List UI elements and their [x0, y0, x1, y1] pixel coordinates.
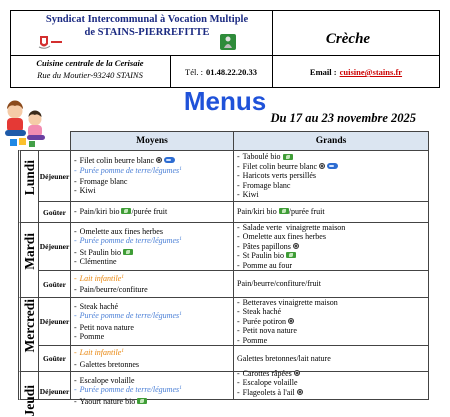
grands-dishes-cell	[233, 150, 429, 202]
meal-label: Goûter	[43, 354, 66, 363]
dish-name: Pain/beurre/confiture/fruit	[237, 279, 321, 289]
dish-item	[74, 207, 233, 216]
dish-name: St Paulin bio	[242, 251, 285, 261]
dish-item	[74, 311, 233, 322]
grands-dishes-cell	[233, 371, 429, 400]
bullet-dash: -	[237, 222, 240, 232]
dish-item	[237, 152, 428, 161]
bullet-dash: -	[237, 161, 240, 171]
dish-item	[74, 385, 233, 396]
moyens-dishes-cell	[70, 222, 234, 271]
dish-item	[74, 360, 233, 369]
dish-list	[237, 298, 428, 345]
day-cell	[18, 150, 39, 223]
footnote-marker: 1	[121, 273, 124, 280]
dish-name: Filet colin beurre blanc	[242, 161, 318, 171]
dish-name: Pomme au four	[242, 260, 292, 270]
dish-list	[237, 279, 428, 288]
bullet-dash: -	[237, 152, 240, 162]
round-label-icon	[288, 318, 294, 324]
dish-name: Steak haché	[242, 307, 282, 317]
dish-name: St Paulin bio	[79, 247, 122, 257]
round-label-icon	[297, 389, 303, 395]
dish-name-continued: /purée fruit	[131, 207, 168, 217]
dish-item	[74, 156, 233, 165]
page-title: Menus	[183, 86, 267, 116]
dish-item	[74, 332, 233, 341]
dish-name: Filet colin beurre blanc	[79, 156, 155, 166]
bio-label-icon	[137, 398, 147, 404]
meal-label: Goûter	[43, 207, 66, 217]
bio-label-icon	[283, 154, 293, 160]
bio-label-icon	[123, 249, 133, 255]
dish-name: Fromage blanc	[79, 177, 128, 186]
footnote-marker: 1	[179, 165, 182, 172]
meal-cell	[38, 201, 71, 223]
bullet-dash: -	[237, 190, 240, 200]
audience-title: Crèche	[325, 31, 371, 47]
dish-item	[74, 236, 233, 247]
day-cell	[18, 222, 39, 298]
dish-item	[237, 207, 428, 216]
bullet-dash: -	[74, 226, 77, 236]
bullet-dash: -	[74, 177, 77, 186]
dish-name: Lait infantile	[79, 348, 122, 358]
email-link[interactable]: cuisine@stains.fr	[339, 67, 403, 77]
dish-item	[237, 261, 428, 270]
dish-item	[74, 248, 233, 257]
bullet-dash: -	[237, 232, 240, 242]
dish-item	[237, 223, 428, 232]
dish-name: Pâtes papillons	[242, 241, 291, 251]
msc-fish-icon	[164, 157, 175, 163]
dish-list	[74, 348, 233, 369]
dish-item	[237, 326, 428, 335]
day-cell	[18, 297, 39, 372]
moyens-dishes-cell	[70, 201, 234, 223]
dish-item	[237, 251, 428, 260]
dish-name: Purée pomme de terre/légumes	[79, 311, 180, 321]
dish-item	[74, 397, 233, 406]
dish-item	[237, 336, 428, 345]
meal-cell	[38, 345, 71, 372]
dish-item	[74, 348, 233, 359]
round-label-icon	[156, 157, 162, 163]
dish-name: Taboulé bio	[242, 152, 281, 162]
dish-item	[237, 369, 428, 378]
bullet-dash: -	[74, 301, 77, 311]
dish-item	[74, 166, 233, 177]
dish-name: Pain/kiri bio	[79, 207, 120, 217]
dish-item	[237, 388, 428, 397]
bullet-dash: -	[237, 241, 240, 251]
meal-cell	[38, 270, 71, 298]
dish-name: Omelette aux fines herbes	[242, 232, 326, 242]
footnote-marker: 1	[179, 385, 182, 392]
dish-list	[74, 227, 233, 267]
dish-list	[74, 376, 233, 406]
dish-list	[237, 223, 428, 270]
dish-item	[237, 181, 428, 190]
column-header-grands	[233, 131, 429, 151]
bullet-dash: -	[237, 171, 240, 181]
dish-name: Purée pomme de terre/légumes	[79, 236, 180, 246]
dish-name: Escalope volaille	[242, 378, 298, 388]
bullet-dash: -	[74, 186, 77, 196]
grands-dishes-cell	[233, 201, 429, 223]
bullet-dash: -	[74, 256, 77, 266]
meal-label: Déjeuner	[39, 317, 70, 326]
dish-item	[237, 298, 428, 307]
dish-item	[74, 323, 233, 332]
dish-item	[74, 274, 233, 285]
meal-label: Goûter	[43, 279, 66, 289]
round-label-icon	[294, 370, 300, 376]
bullet-dash: -	[74, 156, 77, 166]
dish-list	[74, 302, 233, 342]
bullet-dash: -	[237, 326, 240, 336]
bullet-dash: -	[74, 207, 77, 217]
grands-dishes-cell	[233, 345, 429, 372]
bio-label-icon	[279, 208, 289, 214]
dish-name: Pomme	[79, 331, 105, 341]
day-label: Jeudi	[21, 385, 37, 417]
dish-list	[237, 369, 428, 397]
meal-cell	[38, 371, 71, 400]
meal-label: Déjeuner	[39, 387, 70, 396]
bullet-dash: -	[74, 273, 77, 283]
meal-cell	[38, 222, 71, 271]
dish-name: Lait infantile	[79, 273, 122, 283]
bullet-dash: -	[74, 247, 77, 257]
organization-name: Syndicat Intercommunal à Vocation Multiple	[45, 14, 249, 25]
column-header-moyens	[70, 131, 234, 151]
day-label: Mardi	[21, 232, 37, 270]
dish-name: Carottes râpées	[242, 369, 292, 378]
dish-item	[237, 242, 428, 251]
round-label-icon	[319, 163, 325, 169]
dish-name: Salade verte vinaigrette maison	[242, 222, 346, 232]
phone-number: 01.48.22.20.33	[205, 67, 257, 77]
bullet-dash: -	[237, 335, 240, 345]
dish-name: Flageolets à l'ail	[242, 387, 295, 397]
grands-dishes-cell	[233, 222, 429, 271]
dish-list	[237, 207, 428, 216]
bullet-dash: -	[74, 322, 77, 332]
grands-dishes-cell	[233, 270, 429, 298]
bullet-dash: -	[74, 311, 77, 321]
grands-dishes-cell	[233, 297, 429, 346]
bio-label-icon	[121, 208, 131, 214]
dish-name: Steak haché	[79, 301, 119, 311]
dish-list	[237, 354, 428, 363]
day-cell	[18, 371, 39, 417]
bullet-dash: -	[237, 378, 240, 388]
dish-item	[237, 162, 428, 171]
dish-item	[74, 302, 233, 311]
dish-item	[74, 285, 233, 294]
bullet-dash: -	[74, 285, 77, 294]
organization-city: de STAINS-PIERREFITTE	[84, 27, 210, 38]
bullet-dash: -	[74, 396, 77, 406]
dish-name: Yaourt nature bio	[79, 396, 136, 406]
dish-name: Pain/kiri bio	[237, 207, 277, 217]
dish-name-continued: /purée fruit	[288, 207, 325, 217]
dish-name: Galettes bretonnes	[79, 359, 139, 369]
bullet-dash: -	[237, 387, 240, 397]
moyens-dishes-cell	[70, 297, 234, 346]
bullet-dash: -	[74, 348, 77, 358]
dish-name: Petit nova nature	[242, 326, 297, 336]
dish-name: Purée pomme de terre/légumes	[79, 385, 180, 395]
bullet-dash: -	[74, 331, 77, 341]
dish-name: Fromage blanc	[242, 180, 291, 190]
dish-item	[237, 378, 428, 387]
dish-name: Purée pomme de terre/légumes	[79, 165, 180, 175]
bullet-dash: -	[74, 385, 77, 395]
meal-cell	[38, 297, 71, 346]
dish-list	[74, 156, 233, 196]
dish-name: Pomme	[242, 335, 268, 345]
dish-item	[237, 190, 428, 199]
dish-name: Clémentine	[79, 256, 117, 266]
dish-item	[237, 171, 428, 180]
msc-fish-icon	[327, 163, 338, 169]
dish-list	[74, 274, 233, 295]
dish-name: Purée potiron	[242, 316, 286, 326]
bullet-dash: -	[74, 165, 77, 175]
dish-name: Kiwi	[242, 190, 259, 200]
dish-item	[237, 354, 428, 363]
bullet-dash: -	[74, 359, 77, 369]
date-range: Du 17 au 23 novembre 2025	[270, 111, 416, 125]
moyens-dishes-cell	[70, 371, 234, 406]
moyens-dishes-cell	[70, 345, 234, 372]
bullet-dash: -	[237, 180, 240, 190]
meal-cell	[38, 150, 71, 202]
dish-item	[74, 186, 233, 195]
column-header-label: Moyens	[136, 136, 168, 146]
dish-name: Escalope volaille	[79, 376, 135, 385]
dish-name: Betteraves vinaigrette maison	[242, 297, 338, 307]
dish-name: Haricots verts persillés	[242, 171, 316, 181]
round-label-icon	[293, 243, 299, 249]
bullet-dash: -	[237, 307, 240, 317]
day-label: Mercredi	[21, 298, 37, 353]
column-header-label: Grands	[315, 136, 347, 146]
footnote-marker: 1	[179, 311, 182, 318]
dish-name: Kiwi	[79, 186, 96, 196]
bullet-dash: -	[237, 260, 240, 270]
kitchen-address: Rue du Moutier-93240 STAINS	[37, 70, 143, 80]
dish-item	[237, 307, 428, 316]
dish-name: Omelette aux fines herbes	[79, 226, 163, 236]
dish-item	[237, 279, 428, 288]
meal-label: Déjeuner	[39, 242, 70, 251]
email-label: Email :	[309, 67, 337, 77]
day-label: Lundi	[21, 159, 37, 196]
dish-item	[74, 227, 233, 236]
phone-label: Tél. :	[185, 67, 203, 77]
dish-item	[237, 317, 428, 326]
bullet-dash: -	[237, 297, 240, 307]
dish-item	[237, 232, 428, 241]
bullet-dash: -	[237, 251, 240, 261]
dish-item	[74, 177, 233, 186]
dish-list	[237, 152, 428, 199]
dish-name: Pain/beurre/confiture	[79, 285, 148, 294]
kitchen-name: Cuisine centrale de la Cerisaie	[36, 58, 144, 68]
footnote-marker: 1	[179, 236, 182, 243]
dish-name: Galettes bretonnes/lait nature	[237, 353, 331, 363]
bullet-dash: -	[237, 316, 240, 326]
meal-label: Déjeuner	[39, 171, 70, 181]
bullet-dash: -	[74, 376, 77, 385]
moyens-dishes-cell	[70, 150, 234, 202]
dish-item	[74, 257, 233, 266]
dish-item	[74, 376, 233, 385]
moyens-dishes-cell	[70, 270, 234, 298]
dish-list	[74, 207, 233, 216]
dish-name: Petit nova nature	[79, 322, 134, 332]
footnote-marker: 1	[121, 348, 124, 355]
bullet-dash: -	[74, 236, 77, 246]
bio-label-icon	[286, 252, 296, 258]
bullet-dash: -	[237, 369, 240, 378]
